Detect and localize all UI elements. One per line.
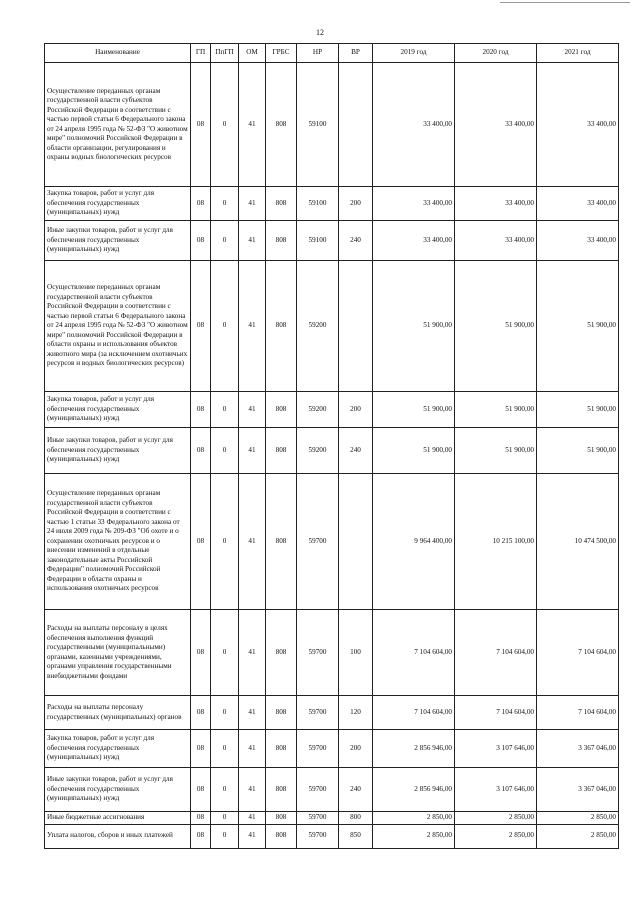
row-ppgp: 0 bbox=[211, 696, 239, 730]
row-2021: 3 367 046,00 bbox=[537, 730, 619, 768]
row-vr: 120 bbox=[339, 696, 373, 730]
row-grbs: 808 bbox=[266, 812, 297, 825]
row-vr bbox=[339, 474, 373, 610]
row-ppgp: 0 bbox=[211, 63, 239, 187]
row-2020: 2 850,00 bbox=[455, 812, 537, 825]
row-grbs: 808 bbox=[266, 474, 297, 610]
row-ppgp: 0 bbox=[211, 261, 239, 392]
header-vr: ВР bbox=[339, 44, 373, 63]
row-nr: 59100 bbox=[297, 187, 339, 221]
row-2020: 51 900,00 bbox=[455, 428, 537, 474]
row-gp: 08 bbox=[191, 221, 211, 261]
row-2019: 2 850,00 bbox=[373, 824, 455, 848]
row-2021: 2 850,00 bbox=[537, 812, 619, 825]
row-ppgp: 0 bbox=[211, 428, 239, 474]
row-grbs: 808 bbox=[266, 730, 297, 768]
table-row bbox=[45, 187, 619, 221]
row-2020: 7 104 604,00 bbox=[455, 610, 537, 696]
row-name: Расходы на выплаты персоналу в целях обеспечения выполнения функций государственными (муниципальными) органами, казенными учреждениями, органами управления государственными внебюджетными фондами bbox=[45, 610, 191, 696]
table-row bbox=[45, 221, 619, 261]
row-2019: 33 400,00 bbox=[373, 221, 455, 261]
row-grbs: 808 bbox=[266, 696, 297, 730]
row-2019: 7 104 604,00 bbox=[373, 696, 455, 730]
row-gp: 08 bbox=[191, 610, 211, 696]
row-grbs: 808 bbox=[266, 392, 297, 428]
row-grbs: 808 bbox=[266, 824, 297, 848]
row-name: Расходы на выплаты персоналу государственных (муниципальных) органов bbox=[45, 696, 191, 730]
row-2020: 3 107 646,00 bbox=[455, 768, 537, 812]
row-2019: 51 900,00 bbox=[373, 392, 455, 428]
row-om: 41 bbox=[239, 812, 266, 825]
row-vr: 200 bbox=[339, 392, 373, 428]
row-name: Иные закупки товаров, работ и услуг для обеспечения государственных (муниципальных) нужд bbox=[45, 768, 191, 812]
row-2020: 10 215 100,00 bbox=[455, 474, 537, 610]
row-2021: 7 104 604,00 bbox=[537, 610, 619, 696]
row-grbs: 808 bbox=[266, 768, 297, 812]
row-om: 41 bbox=[239, 610, 266, 696]
row-nr: 59100 bbox=[297, 63, 339, 187]
row-nr: 59100 bbox=[297, 221, 339, 261]
row-nr: 59700 bbox=[297, 730, 339, 768]
row-vr: 240 bbox=[339, 428, 373, 474]
row-om: 41 bbox=[239, 63, 266, 187]
row-gp: 08 bbox=[191, 392, 211, 428]
row-2021: 3 367 046,00 bbox=[537, 768, 619, 812]
row-om: 41 bbox=[239, 474, 266, 610]
row-nr: 59700 bbox=[297, 824, 339, 848]
row-2021: 7 104 604,00 bbox=[537, 696, 619, 730]
row-name: Закупка товаров, работ и услуг для обеспечения государственных (муниципальных) нужд bbox=[45, 392, 191, 428]
row-ppgp: 0 bbox=[211, 474, 239, 610]
row-2019: 2 850,00 bbox=[373, 812, 455, 825]
row-om: 41 bbox=[239, 187, 266, 221]
row-gp: 08 bbox=[191, 474, 211, 610]
row-name: Иные закупки товаров, работ и услуг для обеспечения государственных (муниципальных) нужд bbox=[45, 221, 191, 261]
row-2019: 33 400,00 bbox=[373, 63, 455, 187]
row-vr: 200 bbox=[339, 187, 373, 221]
row-vr bbox=[339, 261, 373, 392]
row-name: Осуществление переданных органам государственной власти субъектов Российской Федерации в соответствии с частью первой статьи 6 Федерального закона от 24 апреля 1995 года № 52-ФЗ "О животном мире" полномочий Российской Федерации в области охраны и использования объектов животного мира (за исключением охотничьих ресурсов и водных биологических ресурсов) bbox=[45, 261, 191, 392]
row-om: 41 bbox=[239, 696, 266, 730]
row-om: 41 bbox=[239, 221, 266, 261]
row-name: Закупка товаров, работ и услуг для обеспечения государственных (муниципальных) нужд bbox=[45, 187, 191, 221]
table-row bbox=[45, 428, 619, 474]
row-2019: 2 856 946,00 bbox=[373, 730, 455, 768]
row-gp: 08 bbox=[191, 812, 211, 825]
row-2020: 33 400,00 bbox=[455, 221, 537, 261]
row-2019: 9 964 400,00 bbox=[373, 474, 455, 610]
row-nr: 59700 bbox=[297, 696, 339, 730]
row-om: 41 bbox=[239, 824, 266, 848]
row-ppgp: 0 bbox=[211, 392, 239, 428]
header-om: ОМ bbox=[239, 44, 266, 63]
header-2019: 2019 год bbox=[373, 44, 455, 63]
row-ppgp: 0 bbox=[211, 730, 239, 768]
row-2021: 51 900,00 bbox=[537, 428, 619, 474]
row-nr: 59700 bbox=[297, 812, 339, 825]
header-name: Наименование bbox=[45, 44, 191, 63]
table-row bbox=[45, 610, 619, 696]
row-2021: 33 400,00 bbox=[537, 221, 619, 261]
row-gp: 08 bbox=[191, 187, 211, 221]
row-2021: 33 400,00 bbox=[537, 187, 619, 221]
row-grbs: 808 bbox=[266, 221, 297, 261]
row-2021: 33 400,00 bbox=[537, 63, 619, 187]
row-2019: 51 900,00 bbox=[373, 428, 455, 474]
row-nr: 59200 bbox=[297, 428, 339, 474]
row-2021: 51 900,00 bbox=[537, 392, 619, 428]
row-gp: 08 bbox=[191, 428, 211, 474]
table-row bbox=[45, 730, 619, 768]
row-om: 41 bbox=[239, 730, 266, 768]
row-gp: 08 bbox=[191, 824, 211, 848]
row-gp: 08 bbox=[191, 696, 211, 730]
row-nr: 59700 bbox=[297, 610, 339, 696]
row-om: 41 bbox=[239, 768, 266, 812]
row-2020: 7 104 604,00 bbox=[455, 696, 537, 730]
page-number: 12 bbox=[316, 28, 324, 37]
row-ppgp: 0 bbox=[211, 824, 239, 848]
row-ppgp: 0 bbox=[211, 221, 239, 261]
row-gp: 08 bbox=[191, 768, 211, 812]
row-om: 41 bbox=[239, 392, 266, 428]
row-2019: 33 400,00 bbox=[373, 187, 455, 221]
table-row bbox=[45, 696, 619, 730]
row-name: Уплата налогов, сборов и иных платежей bbox=[45, 824, 191, 848]
row-grbs: 808 bbox=[266, 610, 297, 696]
row-vr: 240 bbox=[339, 768, 373, 812]
row-grbs: 808 bbox=[266, 261, 297, 392]
row-2021: 2 850,00 bbox=[537, 824, 619, 848]
row-2019: 2 856 946,00 bbox=[373, 768, 455, 812]
row-2020: 33 400,00 bbox=[455, 187, 537, 221]
header-2020: 2020 год bbox=[455, 44, 537, 63]
row-name: Осуществление переданных органам государственной власти субъектов Российской Федерации в соответствии с частью первой статьи 6 Федерального закона от 24 апреля 1995 года № 52-ФЗ "О животном мире" полномочий Российской Федерации в области организации, регулирования и охраны водных биологических ресурсов bbox=[45, 63, 191, 187]
row-name: Иные закупки товаров, работ и услуг для обеспечения государственных (муниципальных) нужд bbox=[45, 428, 191, 474]
table-row bbox=[45, 392, 619, 428]
table-row bbox=[45, 63, 619, 187]
row-nr: 59700 bbox=[297, 768, 339, 812]
row-2019: 7 104 604,00 bbox=[373, 610, 455, 696]
row-2020: 3 107 646,00 bbox=[455, 730, 537, 768]
row-name: Закупка товаров, работ и услуг для обеспечения государственных (муниципальных) нужд bbox=[45, 730, 191, 768]
row-om: 41 bbox=[239, 428, 266, 474]
row-vr: 100 bbox=[339, 610, 373, 696]
row-name: Иные бюджетные ассигнования bbox=[45, 812, 191, 825]
table-row bbox=[45, 474, 619, 610]
row-ppgp: 0 bbox=[211, 187, 239, 221]
row-vr: 800 bbox=[339, 812, 373, 825]
row-gp: 08 bbox=[191, 261, 211, 392]
budget-table bbox=[44, 43, 619, 849]
row-ppgp: 0 bbox=[211, 610, 239, 696]
row-nr: 59200 bbox=[297, 261, 339, 392]
header-ppgp: ПпГП bbox=[211, 44, 239, 63]
row-2020: 51 900,00 bbox=[455, 261, 537, 392]
row-vr: 200 bbox=[339, 730, 373, 768]
row-2020: 2 850,00 bbox=[455, 824, 537, 848]
row-grbs: 808 bbox=[266, 428, 297, 474]
header-grbs: ГРБС bbox=[266, 44, 297, 63]
table-row bbox=[45, 812, 619, 825]
table-row bbox=[45, 261, 619, 392]
row-ppgp: 0 bbox=[211, 768, 239, 812]
row-nr: 59700 bbox=[297, 474, 339, 610]
table-header-row bbox=[45, 44, 619, 63]
row-2021: 51 900,00 bbox=[537, 261, 619, 392]
row-grbs: 808 bbox=[266, 187, 297, 221]
row-gp: 08 bbox=[191, 730, 211, 768]
row-nr: 59200 bbox=[297, 392, 339, 428]
row-grbs: 808 bbox=[266, 63, 297, 187]
header-2021: 2021 год bbox=[537, 44, 619, 63]
row-ppgp: 0 bbox=[211, 812, 239, 825]
row-om: 41 bbox=[239, 261, 266, 392]
row-2020: 51 900,00 bbox=[455, 392, 537, 428]
row-vr: 240 bbox=[339, 221, 373, 261]
top-edge-line bbox=[500, 2, 630, 3]
header-nr: НР bbox=[297, 44, 339, 63]
row-vr bbox=[339, 63, 373, 187]
table-row bbox=[45, 824, 619, 848]
row-vr: 850 bbox=[339, 824, 373, 848]
row-name: Осуществление переданных органам государственной власти субъектов Российской Федерации в соответствии с частью 1 статьи 33 Федерального закона от 24 июля 2009 года № 209-ФЗ "Об охоте и о сохранении охотничьих ресурсов и о внесении изменений в отдельные законодательные акты Российской Федерации" полномочий Российской Федерации в области охраны и использования охотничьих ресурсов bbox=[45, 474, 191, 610]
row-2019: 51 900,00 bbox=[373, 261, 455, 392]
row-2021: 10 474 500,00 bbox=[537, 474, 619, 610]
table-row bbox=[45, 768, 619, 812]
row-2020: 33 400,00 bbox=[455, 63, 537, 187]
row-gp: 08 bbox=[191, 63, 211, 187]
header-gp: ГП bbox=[191, 44, 211, 63]
